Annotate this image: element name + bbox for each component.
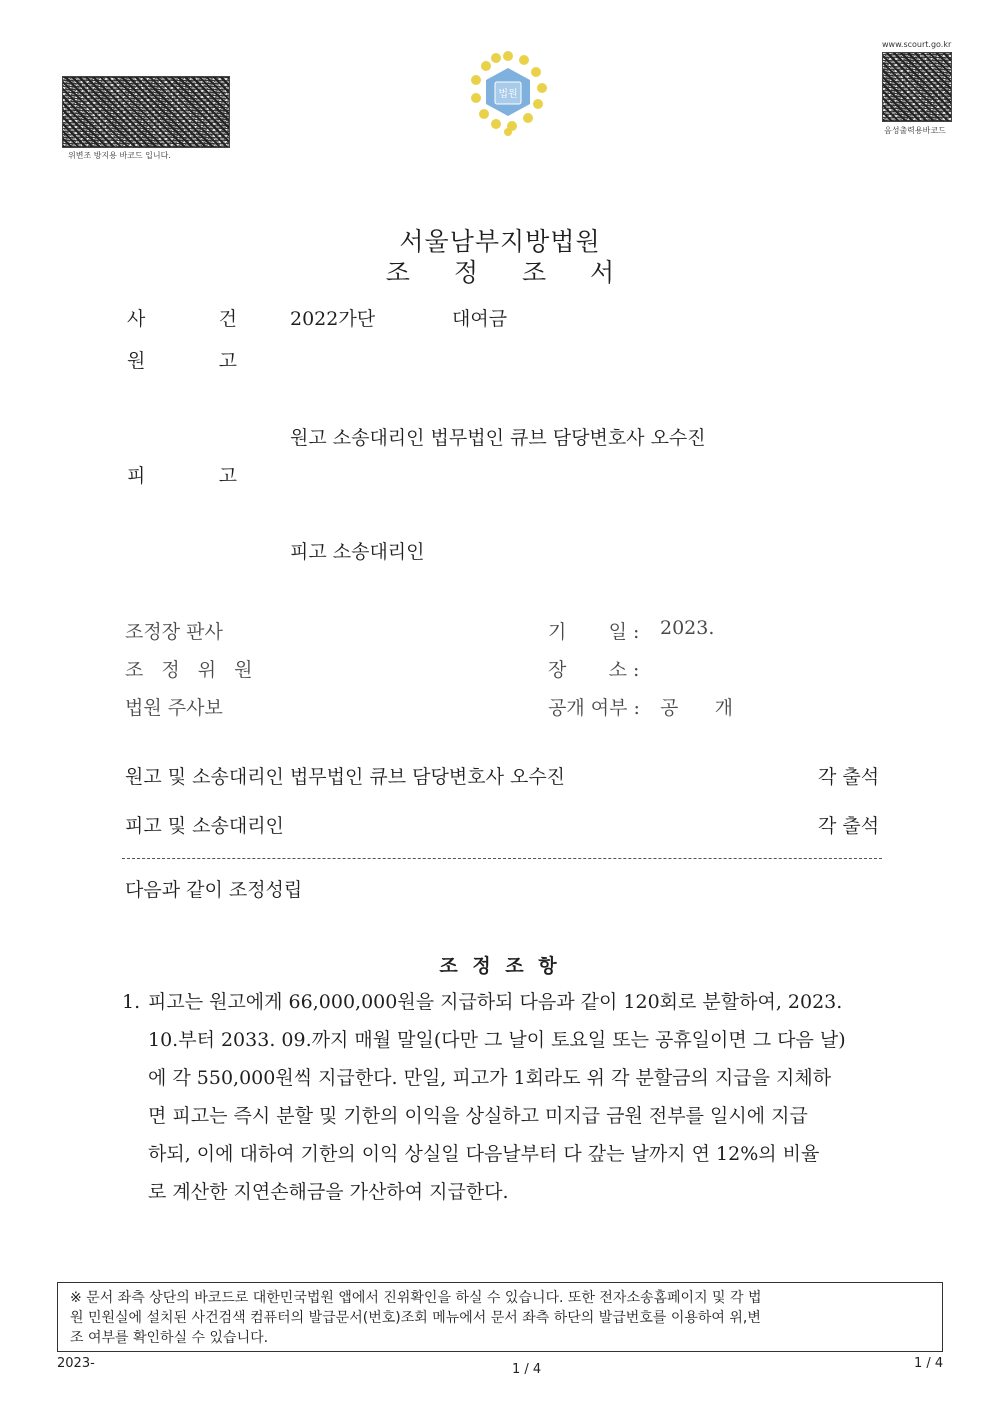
date-value: 2023.	[660, 617, 715, 639]
emblem-text: 법원	[498, 89, 518, 100]
plaintiff-label: 원 고	[127, 350, 237, 372]
defendant-label: 피 고	[127, 465, 237, 487]
term-1-line: 로 계산한 지연손해금을 가산하여 지급한다.	[148, 1181, 509, 1203]
attendance-status-2: 각 출석	[818, 815, 880, 837]
barcode-image	[62, 76, 230, 148]
voice-barcode-caption: 음성출력용바코드	[884, 126, 946, 135]
date-label: 기 일 :	[548, 621, 640, 643]
page-number-center: 1 / 4	[512, 1362, 542, 1377]
term-1-line: 하되, 이에 대하여 기한의 이익 상실일 다음날부터 다 갚는 날까지 연 12%의 비율	[148, 1143, 820, 1165]
term-1-text	[148, 983, 888, 1211]
barcode-caption: 위변조 방지용 바코드 입니다.	[68, 151, 171, 160]
defendant-attorney: 피고 소송대리인	[290, 541, 425, 563]
notice-line: 조 여부를 확인하실 수 있습니다.	[70, 1330, 269, 1346]
voice-output-barcode	[882, 52, 952, 122]
place-label: 장 소 :	[548, 659, 640, 681]
term-1-line: 10.부터 2033. 09.까지 매월 말일(다만 그 날이 토요일 또는 공휴일이면 그 다음 날)	[148, 1029, 846, 1051]
mediator-member: 조 정 위 원	[125, 659, 259, 681]
notice-line: 원 민원실에 설치된 사건검색 컴퓨터의 발급문서(번호)조회 메뉴에서 문서 좌측 하단의 발급번호를 이용하여 위,변	[70, 1310, 761, 1326]
authenticity-barcode	[62, 76, 230, 148]
attendance-party-2: 피고 및 소송대리인	[125, 815, 284, 837]
page-number-right: 1 / 4	[914, 1356, 944, 1371]
court-emblem	[462, 46, 554, 138]
case-subject: 대여금	[452, 308, 508, 330]
verification-notice	[57, 1282, 943, 1352]
mediator-head: 조정장 판사	[125, 621, 223, 643]
notice-line: ※ 문서 좌측 상단의 바코드로 대한민국법원 앱에서 진위확인을 하실 수 있습니다. 또한 전자소송홈페이지 및 각 법	[70, 1290, 762, 1306]
court-clerk: 법원 주사보	[125, 697, 223, 719]
scourt-url: www.scourt.go.kr	[882, 40, 952, 49]
terms-heading: 조 정 조 항	[439, 955, 561, 977]
court-emblem-icon	[462, 46, 554, 138]
attendance-status-1: 각 출석	[818, 766, 880, 788]
public-label: 공개 여부 :	[548, 697, 640, 719]
document-title: 조 정 조 서	[385, 258, 633, 287]
term-1-line: 피고는 원고에게 66,000,000원을 지급하되 다음과 같이 120회로 분할하여, 2023.	[148, 991, 843, 1013]
term-1-number: 1.	[122, 991, 141, 1013]
section-divider	[122, 858, 882, 859]
plaintiff-attorney: 원고 소송대리인 법무법인 큐브 담당변호사 오수진	[290, 427, 706, 449]
term-1-line: 에 각 550,000원씩 지급한다. 만일, 피고가 1회라도 위 각 분할금의 지급을 지체하	[148, 1067, 832, 1089]
attendance-party-1: 원고 및 소송대리인 법무법인 큐브 담당변호사 오수진	[125, 766, 566, 788]
case-label: 사 건	[127, 308, 237, 330]
public-value: 공 개	[660, 697, 733, 719]
court-name: 서울남부지방법원	[399, 227, 601, 256]
case-number: 2022가단	[290, 308, 376, 330]
term-1-line: 면 피고는 즉시 분할 및 기한의 이익을 상실하고 미지급 금원 전부를 일시에 지급	[148, 1105, 808, 1127]
settlement-result: 다음과 같이 조정성립	[125, 879, 303, 901]
issue-number: 2023-	[57, 1356, 95, 1371]
